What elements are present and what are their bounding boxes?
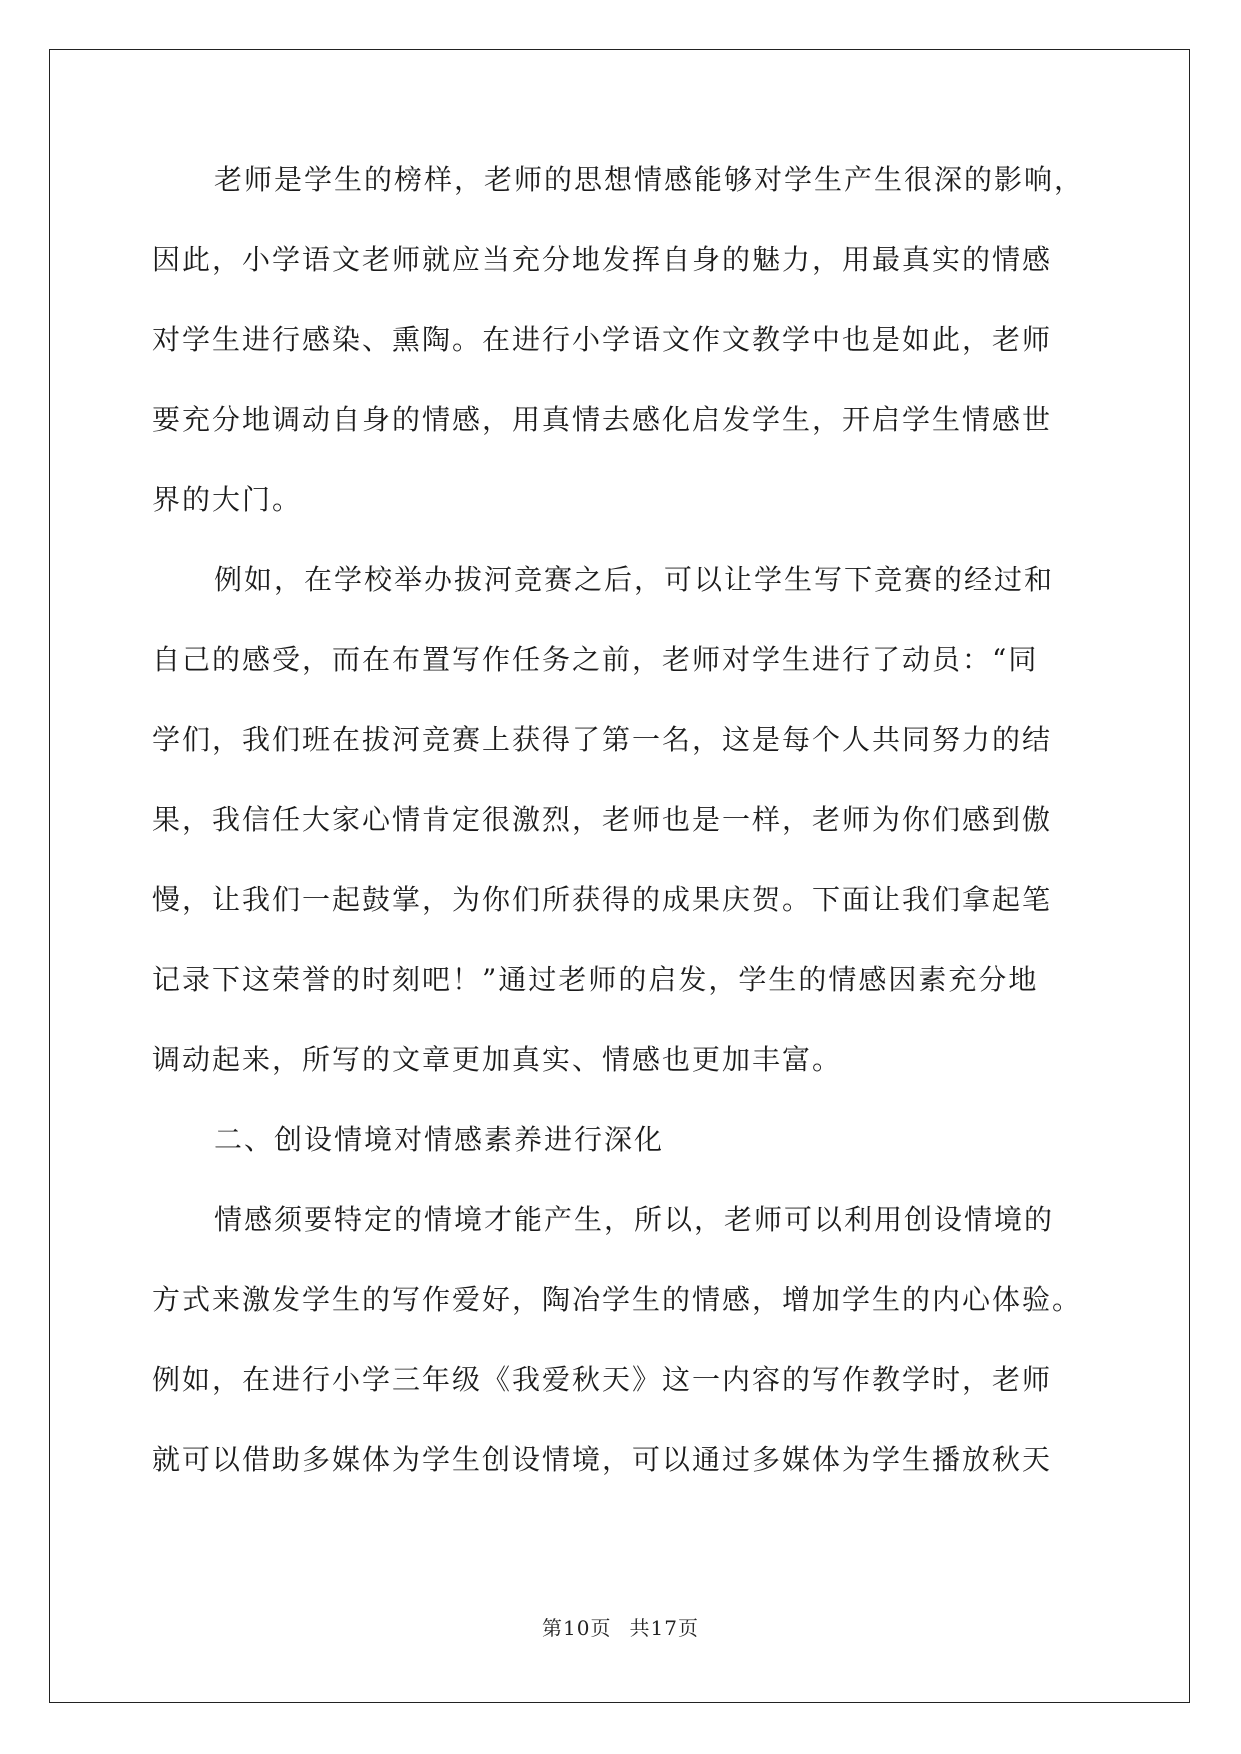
text-line: 界的大门。 bbox=[152, 483, 303, 516]
text-line: 自己的感受，而在布置写作任务之前，老师对学生进行了动员：“同 bbox=[152, 643, 1039, 676]
text-line: 记录下这荣誉的时刻吧！”通过老师的启发，学生的情感因素充分地 bbox=[152, 963, 1039, 996]
page-total: 共17页 bbox=[629, 1616, 699, 1640]
text-line: 情感须要特定的情境才能产生，所以，老师可以利用创设情境的 bbox=[214, 1203, 1055, 1236]
text-line: 方式来激发学生的写作爱好，陶冶学生的情感，增加学生的内心体验。 bbox=[152, 1283, 1083, 1316]
text-line: 因此，小学语文老师就应当充分地发挥自身的魅力，用最真实的情感 bbox=[152, 243, 1053, 276]
text-line: 老师是学生的榜样，老师的思想情感能够对学生产生很深的影响， bbox=[214, 163, 1085, 196]
text-line: 例如，在学校举办拔河竞赛之后，可以让学生写下竞赛的经过和 bbox=[214, 563, 1055, 596]
text-line: 例如，在进行小学三年级《我爱秋天》这一内容的写作教学时，老师 bbox=[152, 1363, 1053, 1396]
text-line: 就可以借助多媒体为学生创设情境，可以通过多媒体为学生播放秋天 bbox=[152, 1443, 1053, 1476]
text-line: 调动起来，所写的文章更加真实、情感也更加丰富。 bbox=[152, 1043, 843, 1076]
text-line: 要充分地调动自身的情感，用真情去感化启发学生，开启学生情感世 bbox=[152, 403, 1053, 436]
text-line: 对学生进行感染、熏陶。在进行小学语文作文教学中也是如此，老师 bbox=[152, 323, 1053, 356]
text-line: 学们，我们班在拔河竞赛上获得了第一名，这是每个人共同努力的结 bbox=[152, 723, 1053, 756]
document-body bbox=[152, 160, 1086, 1520]
page-number: 第10页 bbox=[542, 1616, 612, 1640]
text-line: 慢，让我们一起鼓掌，为你们所获得的成果庆贺。下面让我们拿起笔 bbox=[152, 883, 1053, 916]
page-footer bbox=[0, 1612, 1241, 1641]
section-heading: 二、创设情境对情感素养进行深化 bbox=[214, 1123, 665, 1156]
text-line: 果，我信任大家心情肯定很激烈，老师也是一样，老师为你们感到傲 bbox=[152, 803, 1053, 836]
